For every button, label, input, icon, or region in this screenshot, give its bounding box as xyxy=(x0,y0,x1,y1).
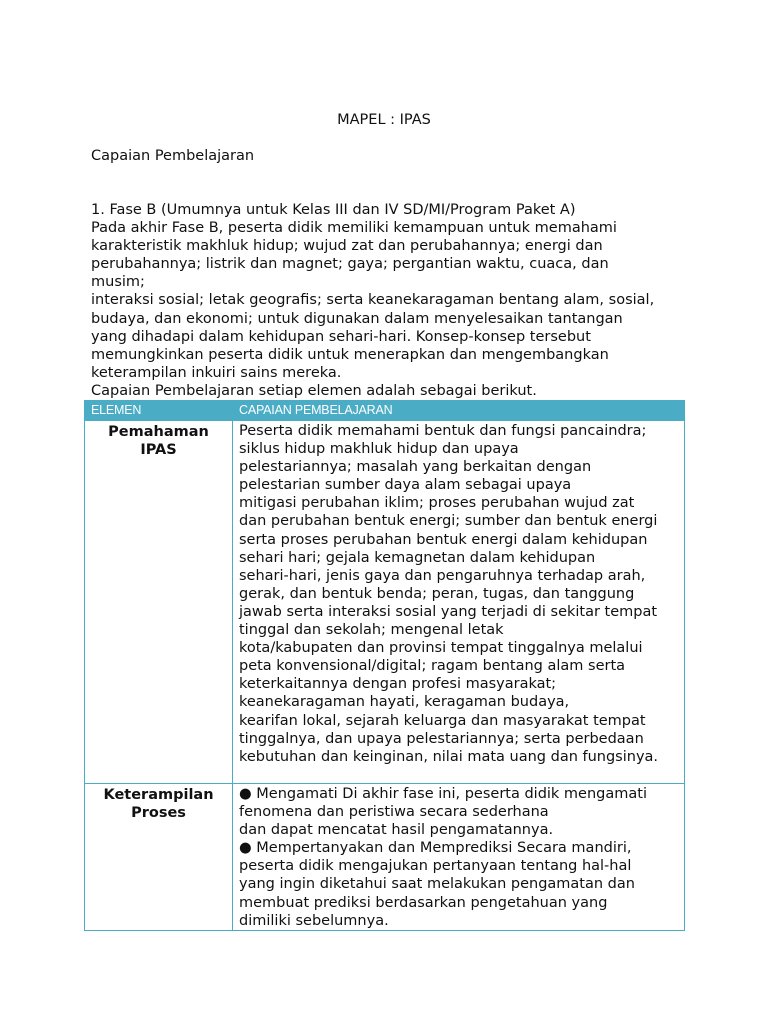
description-line: dimiliki sebelumnya. xyxy=(239,912,389,929)
description-line: pelestariannya; masalah yang berkaitan dengan xyxy=(239,459,592,476)
element-label-line: Keterampilan xyxy=(103,787,214,803)
element-label-line: IPAS xyxy=(140,442,177,459)
description-line: serta proses perubahan bentuk energi dalam kehidupan xyxy=(239,531,648,548)
section-subtitle: Capaian Pembelajaran xyxy=(91,148,255,164)
intro-paragraph xyxy=(91,201,691,400)
description-line: tinggalnya, dan upaya pelestariannya; serta perbedaan xyxy=(239,730,644,747)
description-line: dan perubahan bentuk energi; sumber dan bentuk energi xyxy=(239,513,658,530)
intro-line: 1. Fase B (Umumnya untuk Kelas III dan IV SD/MI/Program Paket A) xyxy=(91,202,576,218)
description-line: siklus hidup makhluk hidup dan upaya xyxy=(239,441,519,458)
description-line: Peserta didik memahami bentuk dan fungsi pancaindra; xyxy=(239,423,647,439)
column-header-capaian: CAPAIAN PEMBELAJARAN xyxy=(233,400,685,421)
intro-line: musim; xyxy=(91,274,145,291)
table-row xyxy=(85,784,685,931)
description-line: yang ingin diketahui saat melakukan pengamatan dan xyxy=(239,876,635,893)
description-line: kebutuhan dan keinginan, nilai mata uang dan fungsinya. xyxy=(239,748,659,765)
description-line: kota/kabupaten dan provinsi tempat tinggalnya melalui xyxy=(239,640,643,657)
description-line: sehari-hari, jenis gaya dan pengaruhnya terhadap arah, xyxy=(239,567,646,584)
intro-line: karakteristik makhluk hidup; wujud zat dan perubahannya; energi dan xyxy=(91,238,603,255)
description-line: ● Mengamati Di akhir fase ini, peserta didik mengamati xyxy=(239,786,647,802)
element-cell xyxy=(85,784,233,931)
column-header-elemen: ELEMEN xyxy=(85,400,233,421)
capaian-table xyxy=(84,400,685,931)
description-line: keterkaitannya dengan profesi masyarakat; xyxy=(239,676,557,693)
intro-line: keterampilan inkuiri sains mereka. xyxy=(91,364,342,381)
description-line: fenomena dan peristiwa secara sederhana xyxy=(239,804,549,821)
description-line: mitigasi perubahan iklim; proses perubahan wujud zat xyxy=(239,495,635,512)
intro-line: Capaian Pembelajaran setiap elemen adalah sebagai berikut. xyxy=(91,382,537,399)
intro-line: interaksi sosial; letak geografis; serta keanekaragaman bentang alam, sosial, xyxy=(91,292,655,309)
description-line: dan dapat mencatat hasil pengamatannya. xyxy=(239,822,554,839)
element-label-line: Pemahaman xyxy=(108,424,209,440)
table-header-row xyxy=(85,400,685,421)
intro-line: yang dihadapi dalam kehidupan sehari-hari. Konsep-konsep tersebut xyxy=(91,328,591,345)
element-cell xyxy=(85,421,233,784)
description-cell xyxy=(233,421,685,784)
element-label-line: Proses xyxy=(131,805,186,822)
intro-line: budaya, dan ekonomi; untuk digunakan dalam menyelesaikan tantangan xyxy=(91,310,623,327)
description-line: jawab serta interaksi sosial yang terjadi di sekitar tempat xyxy=(239,603,658,620)
description-line: peserta didik mengajukan pertanyaan tentang hal-hal xyxy=(239,858,632,875)
description-line: gerak, dan bentuk benda; peran, tugas, dan tanggung xyxy=(239,585,635,602)
description-line: pelestarian sumber daya alam sebagai upaya xyxy=(239,477,572,494)
description-line: tinggal dan sekolah; mengenal letak xyxy=(239,622,504,639)
page-title: MAPEL : IPAS xyxy=(337,112,431,128)
description-line: peta konvensional/digital; ragam bentang alam serta xyxy=(239,658,626,675)
description-line: ● Mempertanyakan dan Memprediksi Secara mandiri, xyxy=(239,840,632,857)
intro-line: Pada akhir Fase B, peserta didik memiliki kemampuan untuk memahami xyxy=(91,220,617,237)
description-line: kearifan lokal, sejarah keluarga dan masyarakat tempat xyxy=(239,712,646,729)
intro-line: memungkinkan peserta didik untuk menerapkan dan mengembangkan xyxy=(91,346,609,363)
intro-line: perubahannya; listrik dan magnet; gaya; pergantian waktu, cuaca, dan xyxy=(91,256,609,273)
table-row xyxy=(85,421,685,784)
description-line: membuat prediksi berdasarkan pengetahuan yang xyxy=(239,894,608,911)
description-cell xyxy=(233,784,685,931)
description-line: sehari hari; gejala kemagnetan dalam kehidupan xyxy=(239,549,596,566)
description-line: keanekaragaman hayati, keragaman budaya, xyxy=(239,694,570,711)
